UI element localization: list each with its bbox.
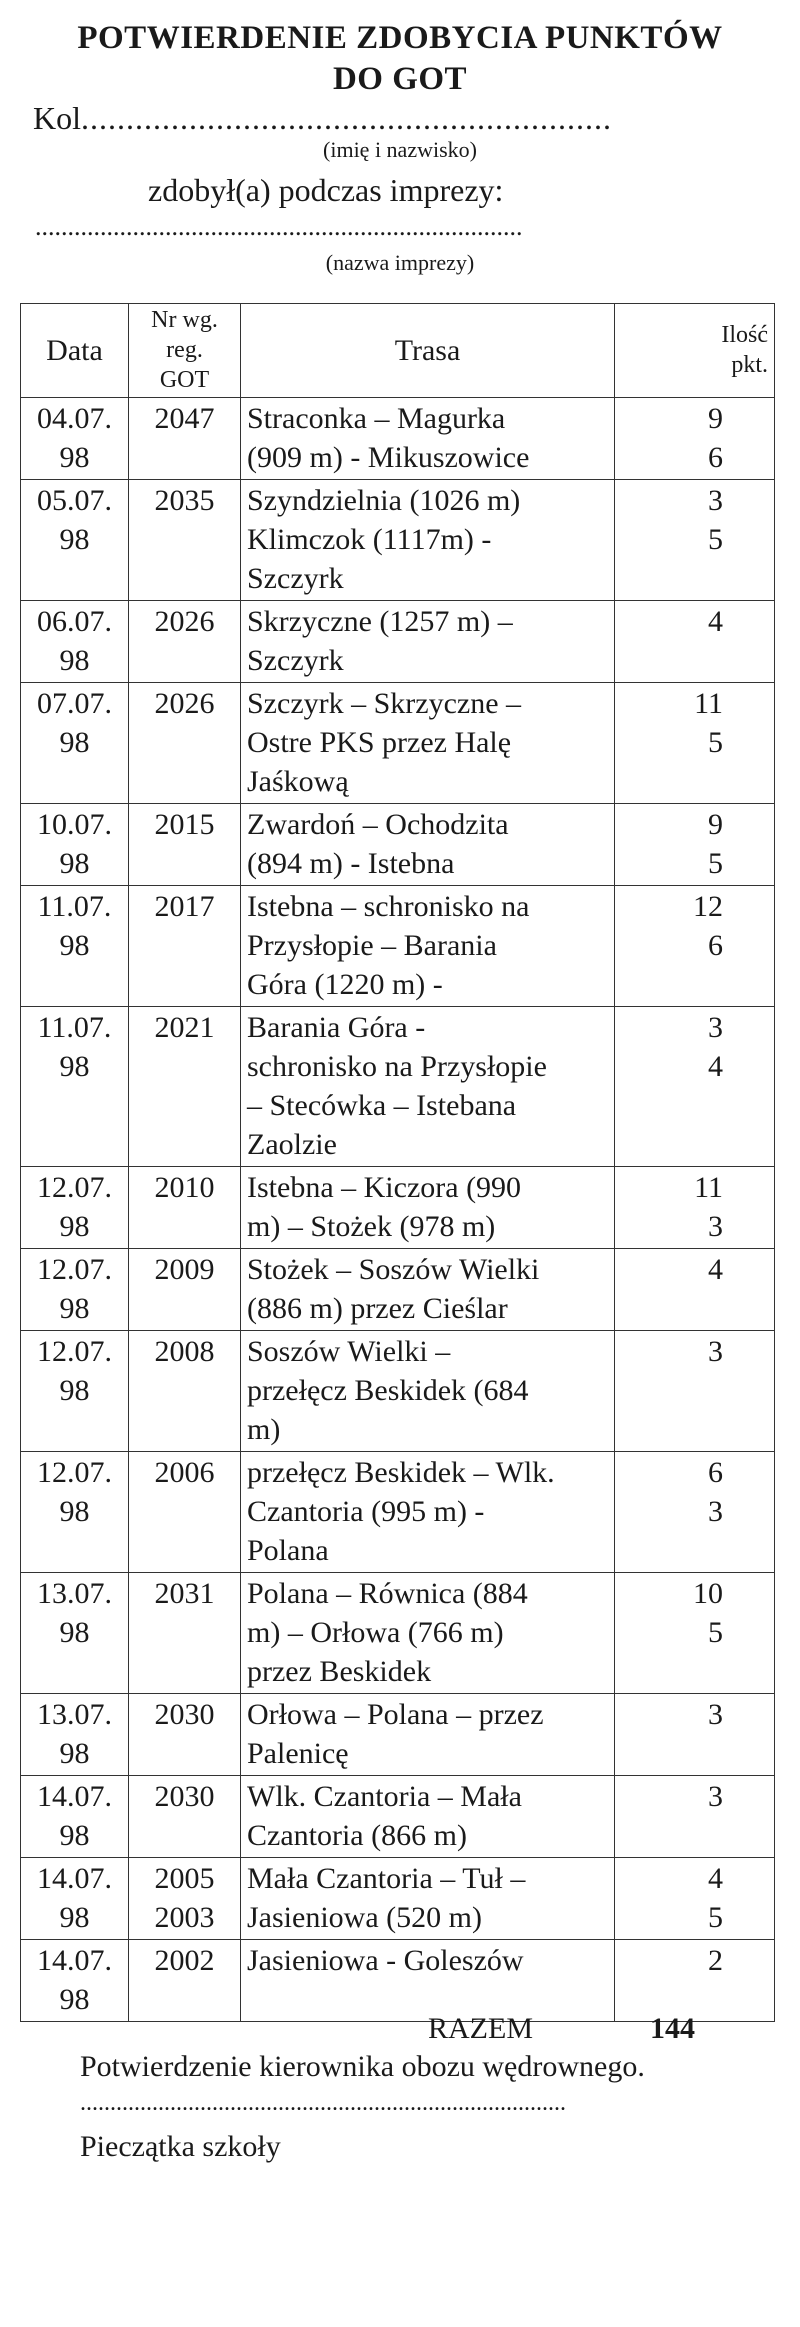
route-line: przez Beskidek xyxy=(247,1655,432,1688)
route-line: (909 m) - Mikuszowice xyxy=(247,441,530,474)
nr-cell xyxy=(129,1940,241,2022)
earned-label: zdobył(a) podczas imprezy: xyxy=(148,172,504,208)
nr-cell xyxy=(129,1452,241,1573)
header-date: Data xyxy=(21,304,129,398)
date-line: 14.07. xyxy=(37,1780,112,1813)
date-cell xyxy=(21,886,129,1007)
route-line: m) xyxy=(247,1413,281,1446)
date-line: 98 xyxy=(59,1495,90,1528)
date-line: 10.07. xyxy=(37,808,112,841)
table-row xyxy=(21,1940,775,2022)
points-cell xyxy=(615,601,775,683)
nr-cell xyxy=(129,1776,241,1858)
date-line: 06.07. xyxy=(37,605,112,638)
nr-line: 2010 xyxy=(154,1171,215,1204)
route-cell xyxy=(241,1694,615,1776)
header-route: Trasa xyxy=(241,304,615,398)
route-line: Istebna – Kiczora (990 xyxy=(247,1171,522,1204)
route-line: – Stecówka – Istebana xyxy=(247,1089,517,1122)
route-cell xyxy=(241,1331,615,1452)
header-nr-line: GOT xyxy=(159,367,210,393)
nr-line: 2026 xyxy=(154,687,215,720)
points-line: 11 xyxy=(694,687,723,720)
route-line: Palenicę xyxy=(247,1737,349,1770)
header-points-line: Ilość xyxy=(721,322,768,348)
points-cell xyxy=(615,1940,775,2022)
kol-label: Kol xyxy=(33,100,81,136)
route-cell xyxy=(241,1007,615,1167)
route-line: Soszów Wielki – xyxy=(247,1335,451,1368)
table-row xyxy=(21,886,775,1007)
total-label: RAZEM xyxy=(428,2012,533,2045)
kol-line xyxy=(33,100,612,137)
route-cell xyxy=(241,804,615,886)
date-cell xyxy=(21,804,129,886)
points-line: 11 xyxy=(694,1171,723,1204)
route-line: Zaolzie xyxy=(247,1128,337,1161)
route-cell xyxy=(241,683,615,804)
points-line: 6 xyxy=(708,441,723,474)
points-cell xyxy=(615,1249,775,1331)
route-line: Stożek – Soszów Wielki xyxy=(247,1253,540,1286)
date-line: 98 xyxy=(59,441,90,474)
date-cell xyxy=(21,601,129,683)
date-line: 98 xyxy=(59,1616,90,1649)
route-line: (886 m) przez Cieślar xyxy=(247,1292,508,1325)
nr-cell xyxy=(129,1167,241,1249)
points-cell xyxy=(615,1007,775,1167)
route-cell xyxy=(241,398,615,480)
nr-line: 2031 xyxy=(154,1577,215,1610)
points-line: 12 xyxy=(693,890,723,923)
date-cell xyxy=(21,1776,129,1858)
points-line: 2 xyxy=(708,1944,723,1977)
table-row xyxy=(21,1007,775,1167)
date-line: 14.07. xyxy=(37,1862,112,1895)
date-line: 98 xyxy=(59,726,90,759)
points-line: 3 xyxy=(708,1210,723,1243)
points-cell xyxy=(615,804,775,886)
header-nr-line: Nr wg. xyxy=(151,307,218,333)
points-line: 9 xyxy=(708,808,723,841)
table-row xyxy=(21,1858,775,1940)
leader-signature-dots: ................................................................................. xyxy=(80,2090,566,2116)
table-row xyxy=(21,601,775,683)
route-line: Mała Czantoria – Tuł – xyxy=(247,1862,526,1895)
title-line-2: DO GOT xyxy=(332,61,468,97)
route-line: Orłowa – Polana – przez xyxy=(247,1698,544,1731)
date-line: 12.07. xyxy=(37,1253,112,1286)
date-line: 11.07. xyxy=(37,890,112,923)
points-line: 3 xyxy=(708,1780,723,1813)
nr-line: 2026 xyxy=(154,605,215,638)
date-line: 13.07. xyxy=(37,1698,112,1731)
date-cell xyxy=(21,1452,129,1573)
route-cell xyxy=(241,1167,615,1249)
date-line: 98 xyxy=(59,929,90,962)
points-line: 4 xyxy=(708,1050,723,1083)
route-line: Szczyrk – Skrzyczne – xyxy=(247,687,522,720)
table-row xyxy=(21,1167,775,1249)
route-cell xyxy=(241,1573,615,1694)
date-line: 12.07. xyxy=(37,1335,112,1368)
date-cell xyxy=(21,1573,129,1694)
got-points-table xyxy=(20,303,775,2022)
nr-cell xyxy=(129,1858,241,1940)
date-line: 98 xyxy=(59,1374,90,1407)
nr-line: 2047 xyxy=(154,402,215,435)
date-line: 05.07. xyxy=(37,484,112,517)
route-line: Czantoria (995 m) - xyxy=(247,1495,485,1528)
header-points-line: pkt. xyxy=(731,352,768,378)
route-line: Przysłopie – Barania xyxy=(247,929,497,962)
date-cell xyxy=(21,1007,129,1167)
nr-line: 2006 xyxy=(154,1456,215,1489)
nr-cell xyxy=(129,480,241,601)
route-cell xyxy=(241,1776,615,1858)
nr-line: 2017 xyxy=(154,890,215,923)
date-cell xyxy=(21,1940,129,2022)
date-line: 11.07. xyxy=(37,1011,112,1044)
date-line: 07.07. xyxy=(37,687,112,720)
date-line: 04.07. xyxy=(37,402,112,435)
table-row xyxy=(21,804,775,886)
name-caption: (imię i nazwisko) xyxy=(323,137,477,162)
table-row xyxy=(21,1331,775,1452)
points-line: 10 xyxy=(693,1577,723,1610)
points-cell xyxy=(615,1452,775,1573)
points-cell xyxy=(615,1694,775,1776)
nr-line: 2035 xyxy=(154,484,215,517)
route-line: Szyndzielnia (1026 m) xyxy=(247,484,521,517)
date-line: 98 xyxy=(59,1901,90,1934)
date-line: 98 xyxy=(59,1050,90,1083)
points-line: 3 xyxy=(708,1011,723,1044)
nr-cell xyxy=(129,683,241,804)
points-line: 3 xyxy=(708,484,723,517)
route-line: Czantoria (866 m) xyxy=(247,1819,467,1852)
route-line: Góra (1220 m) - xyxy=(247,968,443,1001)
points-line: 5 xyxy=(708,523,723,556)
date-line: 12.07. xyxy=(37,1456,112,1489)
route-line: Polana – Równica (884 xyxy=(247,1577,528,1610)
points-cell xyxy=(615,1858,775,1940)
date-line: 98 xyxy=(59,847,90,880)
nr-line: 2005 xyxy=(154,1862,215,1895)
route-line: Straconka – Magurka xyxy=(247,402,506,435)
route-line: Klimczok (1117m) - xyxy=(247,523,492,556)
date-line: 14.07. xyxy=(37,1944,112,1977)
route-cell xyxy=(241,1249,615,1331)
route-cell xyxy=(241,1452,615,1573)
date-line: 98 xyxy=(59,1819,90,1852)
route-cell xyxy=(241,886,615,1007)
nr-line: 2008 xyxy=(154,1335,215,1368)
total-value: 144 xyxy=(650,2012,695,2045)
route-line: m) – Orłowa (766 m) xyxy=(247,1616,504,1649)
nr-line: 2009 xyxy=(154,1253,215,1286)
kol-dots: ........................................................... xyxy=(81,100,612,136)
points-line: 4 xyxy=(708,1253,723,1286)
route-line: Jasieniowa - Goleszów xyxy=(247,1944,524,1977)
points-line: 5 xyxy=(708,726,723,759)
header-nr xyxy=(129,304,241,398)
points-cell xyxy=(615,1167,775,1249)
table-row xyxy=(21,398,775,480)
route-line: schronisko na Przysłopie xyxy=(247,1050,547,1083)
route-line: Istebna – schronisko na xyxy=(247,890,530,923)
points-cell xyxy=(615,683,775,804)
route-line: (894 m) - Istebna xyxy=(247,847,455,880)
table-body xyxy=(21,398,775,2022)
route-cell xyxy=(241,601,615,683)
title-line-1: POTWIERDENIE ZDOBYCIA PUNKTÓW xyxy=(77,20,723,56)
date-cell xyxy=(21,683,129,804)
event-dots: ........................................................................... xyxy=(35,212,523,241)
points-line: 5 xyxy=(708,1901,723,1934)
header-nr-line: reg. xyxy=(166,337,203,363)
nr-cell xyxy=(129,1573,241,1694)
nr-line: 2030 xyxy=(154,1780,215,1813)
nr-line: 2030 xyxy=(154,1698,215,1731)
route-cell xyxy=(241,1858,615,1940)
leader-confirmation: Potwierdzenie kierownika obozu wędrownego. xyxy=(80,2050,645,2083)
date-cell xyxy=(21,1858,129,1940)
nr-cell xyxy=(129,398,241,480)
route-line: Jasieniowa (520 m) xyxy=(247,1901,482,1934)
nr-cell xyxy=(129,886,241,1007)
table-header-row xyxy=(21,304,775,398)
nr-cell xyxy=(129,601,241,683)
table-row xyxy=(21,1249,775,1331)
document-title xyxy=(0,18,800,100)
date-line: 13.07. xyxy=(37,1577,112,1610)
route-line: Skrzyczne (1257 m) – xyxy=(247,605,513,638)
points-line: 4 xyxy=(708,605,723,638)
date-line: 98 xyxy=(59,1292,90,1325)
points-line: 9 xyxy=(708,402,723,435)
date-cell xyxy=(21,1249,129,1331)
route-line: Wlk. Czantoria – Mała xyxy=(247,1780,522,1813)
route-line: Ostre PKS przez Halę xyxy=(247,726,512,759)
date-cell xyxy=(21,1167,129,1249)
date-line: 98 xyxy=(59,1210,90,1243)
route-line: Barania Góra - xyxy=(247,1011,426,1044)
date-cell xyxy=(21,1694,129,1776)
points-line: 3 xyxy=(708,1495,723,1528)
date-cell xyxy=(21,398,129,480)
points-line: 5 xyxy=(708,1616,723,1649)
nr-line: 2002 xyxy=(154,1944,215,1977)
nr-cell xyxy=(129,1331,241,1452)
route-cell xyxy=(241,1940,615,2022)
points-cell xyxy=(615,1331,775,1452)
route-line: przełęcz Beskidek – Wlk. xyxy=(247,1456,555,1489)
table-row xyxy=(21,1573,775,1694)
date-cell xyxy=(21,480,129,601)
route-line: Zwardoń – Ochodzita xyxy=(247,808,509,841)
nr-cell xyxy=(129,1249,241,1331)
school-stamp-label: Pieczątka szkoły xyxy=(80,2130,281,2163)
points-cell xyxy=(615,398,775,480)
points-cell xyxy=(615,1776,775,1858)
points-line: 6 xyxy=(708,929,723,962)
nr-line: 2015 xyxy=(154,808,215,841)
event-caption: (nazwa imprezy) xyxy=(325,250,475,275)
nr-line: 2003 xyxy=(154,1901,215,1934)
points-line: 5 xyxy=(708,847,723,880)
date-line: 98 xyxy=(59,523,90,556)
points-line: 3 xyxy=(708,1698,723,1731)
route-cell xyxy=(241,480,615,601)
points-line: 6 xyxy=(708,1456,723,1489)
header-points xyxy=(615,304,775,398)
table-row xyxy=(21,480,775,601)
route-line: Szczyrk xyxy=(247,644,344,677)
table-row xyxy=(21,1452,775,1573)
nr-line: 2021 xyxy=(154,1011,215,1044)
table-row xyxy=(21,683,775,804)
points-line: 3 xyxy=(708,1335,723,1368)
points-cell xyxy=(615,480,775,601)
date-line: 98 xyxy=(59,1737,90,1770)
route-line: m) – Stożek (978 m) xyxy=(247,1210,496,1243)
points-cell xyxy=(615,886,775,1007)
nr-cell xyxy=(129,804,241,886)
date-line: 12.07. xyxy=(37,1171,112,1204)
points-cell xyxy=(615,1573,775,1694)
nr-cell xyxy=(129,1694,241,1776)
table-row xyxy=(21,1776,775,1858)
nr-cell xyxy=(129,1007,241,1167)
route-line: Jaśkową xyxy=(247,765,349,798)
route-line: Polana xyxy=(247,1534,329,1567)
route-line: przełęcz Beskidek (684 xyxy=(247,1374,529,1407)
route-line: Szczyrk xyxy=(247,562,344,595)
date-cell xyxy=(21,1331,129,1452)
date-line: 98 xyxy=(59,1983,90,2016)
date-line: 98 xyxy=(59,644,90,677)
table-row xyxy=(21,1694,775,1776)
points-line: 4 xyxy=(708,1862,723,1895)
